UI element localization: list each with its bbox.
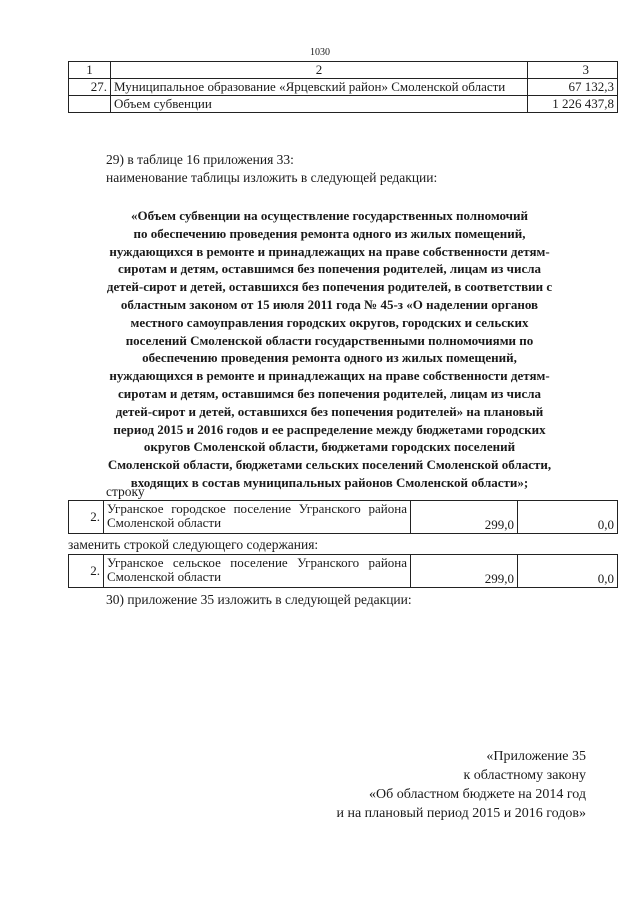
title-line: поселений Смоленской области государственными полномочиями по (125, 332, 534, 348)
row-name: Угранское городское поселение Угранского района Смоленской области (104, 501, 411, 534)
table-header-row (69, 62, 618, 79)
row-name: Угранское сельское поселение Угранского района Смоленской области (104, 555, 411, 588)
appendix-header (336, 747, 586, 823)
row-name: Объем субвенции (111, 96, 528, 113)
appendix-line: и на плановый период 2015 и 2016 годов» (336, 806, 586, 821)
row-value-1: 299,0 (411, 501, 518, 534)
old-row-table (68, 500, 618, 534)
row-value-2: 0,0 (518, 501, 618, 534)
page-number: 1030 (310, 47, 330, 58)
table-title-text (62, 207, 597, 492)
header-cell-1: 1 (69, 62, 111, 79)
para29-line1: 29) в таблице 16 приложения 33: (106, 152, 294, 167)
title-line: входящих в состав муниципальных районов Смоленской области»; (130, 474, 529, 490)
title-line: Смоленской области, бюджетами сельских поселений Смоленской области, (107, 457, 552, 473)
appendix-line: «Приложение 35 (486, 749, 586, 764)
row-number: 27. (69, 79, 111, 96)
title-line: сиротам и детям, оставшимся без попечения родителей, лицам из числа (117, 385, 542, 401)
row-value: 67 132,3 (528, 79, 618, 96)
para29-line2: наименование таблицы изложить в следующей редакции: (106, 170, 438, 185)
header-cell-3: 3 (528, 62, 618, 79)
title-line: областным законом от 15 июля 2011 года № 45-з «О наделении органов (120, 296, 539, 312)
row-value-2: 0,0 (518, 555, 618, 588)
row-number: 2. (69, 501, 104, 534)
title-line: детей-сирот и детей, оставшихся без попечения родителей, в соответствии с (106, 279, 553, 295)
table-row (69, 501, 618, 534)
row-value: 1 226 437,8 (528, 96, 618, 113)
title-line: нуждающихся в ремонте и принадлежащих на праве собственности детям- (109, 243, 550, 259)
title-line: нуждающихся в ремонте и принадлежащих на праве собственности детям- (109, 368, 550, 384)
table-row (69, 96, 618, 113)
subvention-table (68, 61, 618, 113)
row-number (69, 96, 111, 113)
stroku-text: строку (106, 484, 145, 499)
title-line: период 2015 и 2016 годов и ее распределение между бюджетами городских (113, 421, 546, 437)
table-row (69, 79, 618, 96)
replace-text: заменить строкой следующего содержания: (68, 537, 319, 552)
table-row (69, 555, 618, 588)
new-row-table (68, 554, 618, 588)
title-line: детей-сирот и детей, оставшихся без попечения родителей» на плановый (115, 403, 544, 419)
row-name: Муниципальное образование «Ярцевский район» Смоленской области (111, 79, 528, 96)
title-line: сиротам и детям, оставшимся без попечения родителей, лицам из числа (117, 261, 542, 277)
appendix-line: «Об областном бюджете на 2014 год (369, 787, 586, 802)
title-line: обеспечению проведения ремонта одного из жилых помещений, (142, 350, 517, 366)
row-number: 2. (69, 555, 104, 588)
appendix-line: к областному закону (463, 768, 586, 783)
row-value-1: 299,0 (411, 555, 518, 588)
para30-text: 30) приложение 35 изложить в следующей редакции: (106, 592, 412, 607)
title-line: «Объем субвенции на осуществление государственных полномочий (131, 208, 528, 223)
title-line: по обеспечению проведения ремонта одного из жилых помещений, (133, 225, 526, 241)
title-line: местного самоуправления городских округов, городских и сельских (130, 314, 529, 330)
header-cell-2: 2 (111, 62, 528, 79)
title-line: округов Смоленской области, бюджетами городских поселений (143, 439, 516, 455)
